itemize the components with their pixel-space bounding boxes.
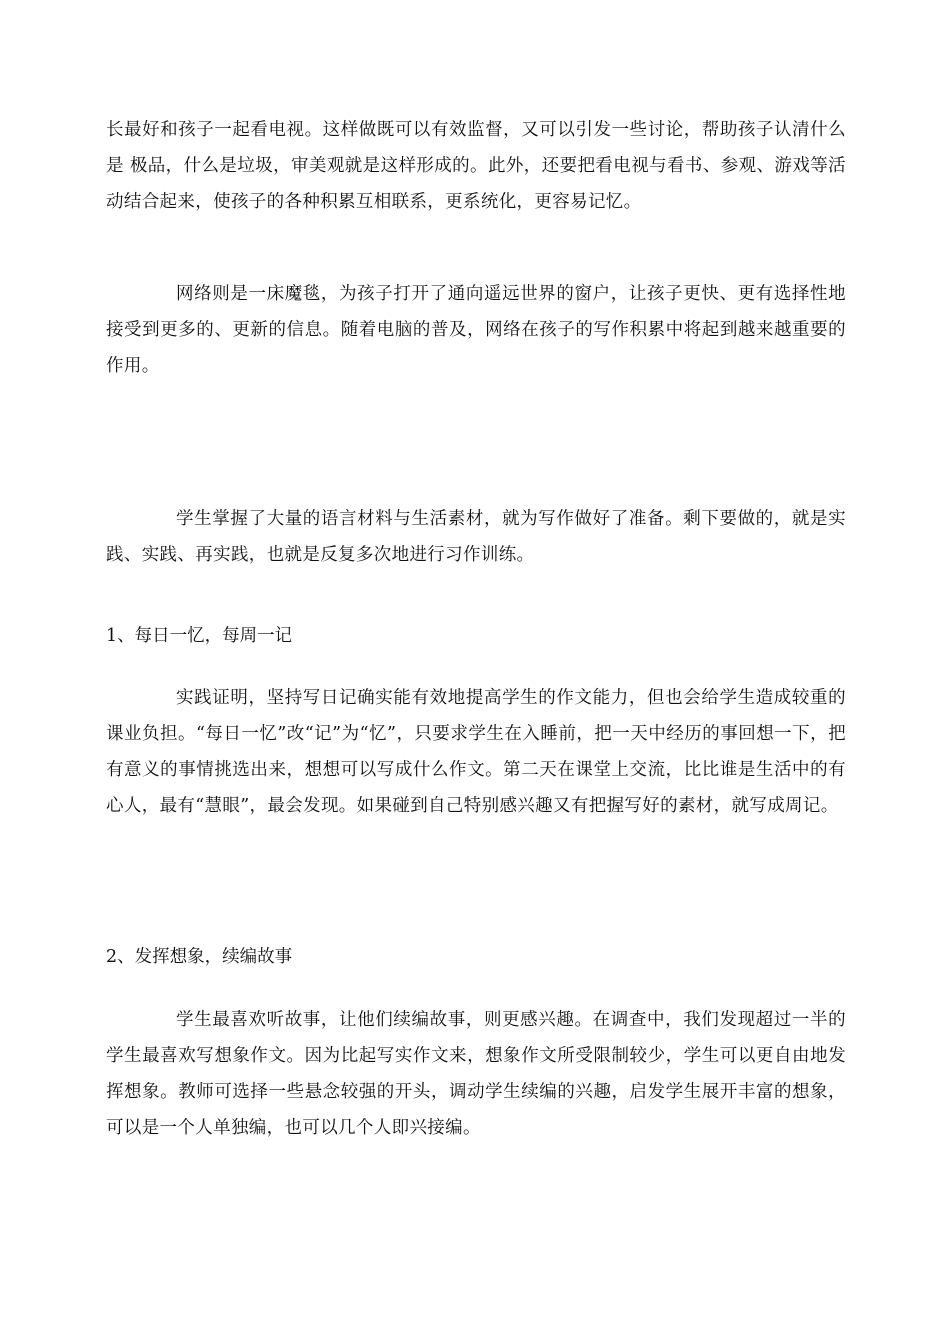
paragraph-story: 学生最喜欢听故事，让他们续编故事，则更感兴趣。在调查中，我们发现超过一半的学生最喜欢写想象作文。因为比起写实作文来，想象作文所受限制较少，学生可以更自由地发挥想象。教师可选择一些悬念较强的开头，调动学生续编的兴趣，启发学生展开丰富的想象，可以是一个人单独编，也可以几个人即兴接编。 (106, 1010, 846, 1138)
paragraph-daily-recall: 实践证明，坚持写日记确实能有效地提高学生的作文能力，但也会给学生造成较重的课业负担。“每日一忆”改“记”为“忆”，只要求学生在入睡前，把一天中经历的事回想一下，把有意义的事情挑选出来，想想可以写成什么作文。第二天在课堂上交流，比比谁是生活中的有心人，最有“慧眼”，最会发现。如果碰到自己特别感兴趣又有把握写好的素材，就写成周记。 (106, 688, 846, 816)
paragraph-internet: 网络则是一床魔毯，为孩子打开了通向遥远世界的窗户，让孩子更快、更有选择性地接受到更多的、更新的信息。随着电脑的普及，网络在孩子的写作积累中将起到越来越重要的作用。 (106, 284, 846, 376)
paragraph-tv-supervision: 长最好和孩子一起看电视。这样做既可以有效监督，又可以引发一些讨论，帮助孩子认清什么是 极品，什么是垃圾，审美观就是这样形成的。此外，还要把看电视与看书、参观、游戏等活动结合起来，使孩子的各种积累互相联系，更系统化，更容易记忆。 (106, 120, 846, 212)
paragraph-practice: 学生掌握了大量的语言材料与生活素材，就为写作做好了准备。剩下要做的，就是实践、实践、再实践，也就是反复多次地进行习作训练。 (106, 509, 846, 565)
section-heading-daily-recall: 1、每日一忆，每周一记 (106, 626, 293, 646)
section-heading-story: 2、发挥想象，续编故事 (106, 947, 293, 967)
